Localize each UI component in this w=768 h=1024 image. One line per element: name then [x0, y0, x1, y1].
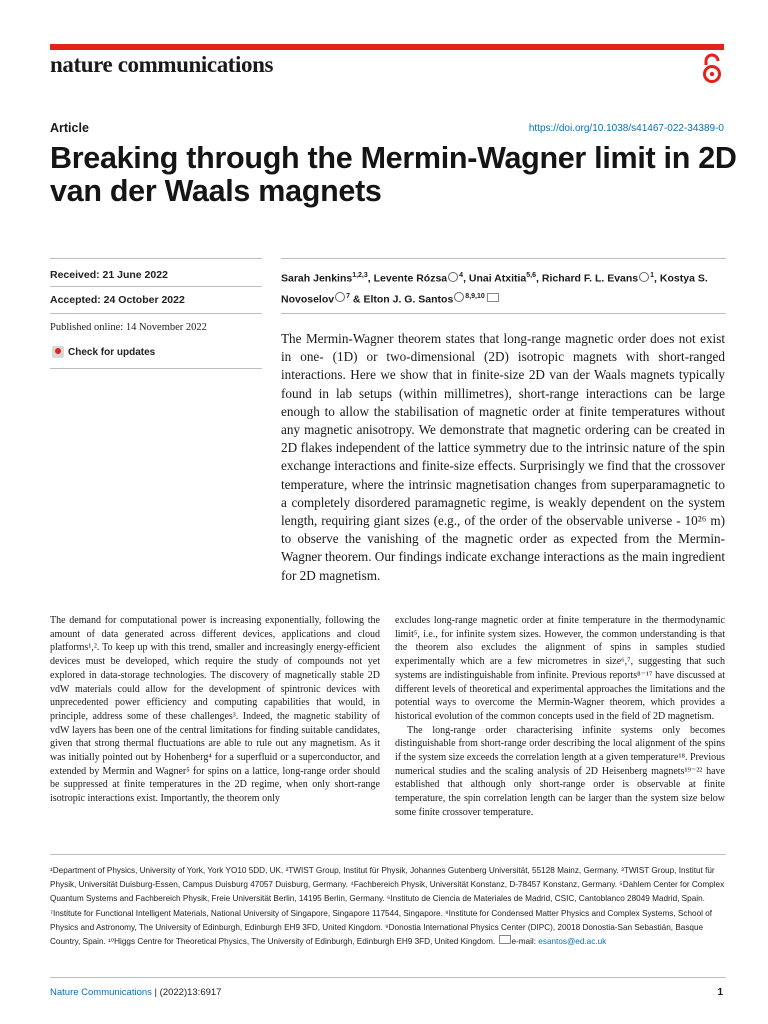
author-affil: 1 [650, 272, 655, 279]
email-label: e-mail: [511, 937, 539, 947]
orcid-icon[interactable] [639, 272, 649, 282]
separator: , [367, 272, 374, 285]
author-affil: 7 [346, 292, 351, 300]
crossmark-icon [52, 346, 64, 358]
affiliations-text: ¹Department of Physics, University of York, York YO10 5DD, UK. ²TWIST Group, Institut für Physik, Johannes Gutenberg Universität, 55128 Mainz, Germany. ³TWIST Group, Institut für Physik, Universität Duisburg-Essen, Campus Duisburg 47057 Duisburg, Germany. ⁴Fachbereich Physik, Universität Konstanz, D-78457 Konstanz, Germany. ⁵Dahlem Center for Complex Quantum Systems and Fachbereich Physik, Freie Universität Berlin, 14195 Berlin, Germany. ⁶Instituto de Ciencia de Materiales de Madrid, CSIC, Cantoblanco 28049 Madrid, Spain. ⁷Institute for Functional Intelligent Materials, National University of Singapore, Singapore 117544, Singapore. ⁸Institute for Condensed Matter Physics and Complex Systems, School of Physics and Astronomy, The University of Edinburgh, Edinburgh EH9 3FD, United Kingdom. ⁹Donostia International Physics Center (DIPC), 20018 Donostia-San Sebastián, Basque Country, Spain. ¹⁰Higgs Centre for Theoretical Physics, The University of Edinburgh, Edinburgh EH9 3FD, United Kingdom. [50, 866, 725, 947]
published-date: Published online: 14 November 2022 [50, 322, 207, 333]
author-list [281, 267, 726, 308]
doi-link[interactable]: https://doi.org/10.1038/s41467-022-34389-0 [528, 123, 724, 134]
email-link[interactable]: esantos@ed.ac.uk [538, 937, 607, 947]
body-column-right [395, 614, 725, 820]
divider [50, 286, 262, 287]
journal-name[interactable]: nature communications [50, 52, 274, 77]
orcid-icon[interactable] [335, 292, 345, 302]
author-name[interactable]: Sarah Jenkins [281, 272, 353, 285]
divider [281, 313, 726, 314]
separator: , [536, 272, 542, 285]
divider [50, 313, 262, 314]
orcid-icon[interactable] [454, 292, 464, 302]
author-name[interactable]: Elton J. G. Santos [363, 293, 454, 305]
body-column-left [50, 614, 380, 806]
envelope-icon [499, 935, 511, 944]
separator: , [463, 272, 469, 285]
separator: & [350, 293, 364, 305]
orcid-icon[interactable] [448, 272, 458, 282]
body-paragraph: excludes long-range magnetic order at finite temperature in the thermodynamic limit⁵, i.e., for infinite system sizes. However, the common understanding is that the theorem also excludes the alignment of spins in samples studied experimentally which are a few micrometres in size⁶,⁷, suggesting that such systems are indistinguishable from infinite. Previous reports⁸⁻¹⁷ have discussed at different levels of theoretical and experimental approaches the limitations and the potential ways to overcome the Mermin-Wagner theorem, which provides a historical evolution of the common concepts used in the field of 2D magnetism. [395, 615, 725, 722]
body-paragraph: The demand for computational power is increasing exponentially, following the amount of data generated across different devices, applications and cloud platforms¹,². To keep up with this trend, smaller and increasingly energy-efficient devices must be developed, which require the study of compounds not yet explored in data-storage technologies. The discovery of magnetically stable 2D vdW materials could allow for the development of spintronic devices with unprecedented power efficiency and computing capabilities that would, in principle, address some of these challenges³. Indeed, the magnetic stability of vdW layers has been one of the central limitations for finding suitable candidates, given that strong thermal fluctuations are able to rule out any magnetism. As it was initially pointed out by Hohenberg⁴ for a superfluid or a superconductor, and extended by Mermin and Wagner⁵ for spins on a lattice, long-range order should be suppressed at finite temperatures in the 2D regime, when only short-range isotropic interactions exist. Importantly, the theorem only [50, 615, 380, 805]
divider [281, 258, 726, 259]
author-name[interactable]: Unai Atxitia [468, 272, 527, 285]
header-rule [50, 44, 724, 50]
footer-volume: | (2022)13:6917 [151, 987, 222, 998]
envelope-icon[interactable] [487, 293, 499, 302]
body-paragraph: The long-range order characterising infinite systems only becomes distinguishable from short-range order describing the local alignment of the spins if the system size exceeds the correlation length at a given temperature¹⁸. Previous numerical studies and the scaling analysis of 2D Heisenberg magnets¹⁹⁻²² have established that although only short-range order is observable at finite temperature, the spin correlation length can be larger than the system size below some finite crossover temperature. [395, 724, 725, 818]
divider [50, 368, 262, 369]
divider [50, 977, 726, 978]
article-type: Article [50, 121, 89, 135]
affiliations [50, 864, 726, 949]
author-name[interactable]: Kostya S. Novoselov [281, 272, 708, 305]
separator: , [654, 272, 660, 285]
page-number: 1 [717, 987, 723, 998]
open-access-icon[interactable] [701, 53, 723, 85]
check-for-updates-button[interactable] [52, 346, 155, 358]
author-affil: 4 [459, 272, 464, 279]
abstract: The Mermin-Wagner theorem states that long-range magnetic order does not exist in one- (1D) or two-dimensional (2D) isotropic magnets with short-ranged interactions. Here we show that in finite-size 2D van der Waals magnets typically found in lab setups (within millimetres), short-range interactions can be large enough to allow the stabilisation of magnetic order at finite temperatures without any magnetic anisotropy. We demonstrate that magnetic ordering can be created in 2D flakes independent of the lattice symmetry due to the intrinsic nature of the spin exchange interactions and finite-size effects. Surprisingly we find that the crossover temperature, where the intrinsic magnetisation changes from superparamagnetic to a completely disordered paramagnetic regime, is weakly dependent on the system length, requiring giant sizes (e.g., of the order of the observable universe - 10²⁶ m) to observe the vanishing of the magnetic order as expected from the Mermin-Wagner theorem. Our findings indicate exchange interactions as the main ingredient for 2D magnetism. [281, 331, 725, 583]
divider [50, 854, 726, 855]
divider [50, 258, 262, 259]
accepted-date: Accepted: 24 October 2022 [50, 294, 185, 306]
author-affil: 1,2,3 [352, 272, 368, 279]
author-affil: 8,9,10 [465, 292, 485, 300]
footer-citation [50, 987, 221, 998]
author-affil: 5,6 [526, 272, 537, 279]
author-name[interactable]: Richard F. L. Evans [541, 272, 639, 285]
article-title: Breaking through the Mermin-Wagner limit in 2D van der Waals magnets [50, 141, 737, 208]
check-for-updates-label: Check for updates [68, 346, 156, 358]
received-date: Received: 21 June 2022 [50, 269, 168, 281]
author-name[interactable]: Levente Rózsa [373, 272, 448, 285]
footer-journal-name[interactable]: Nature Communications [50, 987, 152, 998]
